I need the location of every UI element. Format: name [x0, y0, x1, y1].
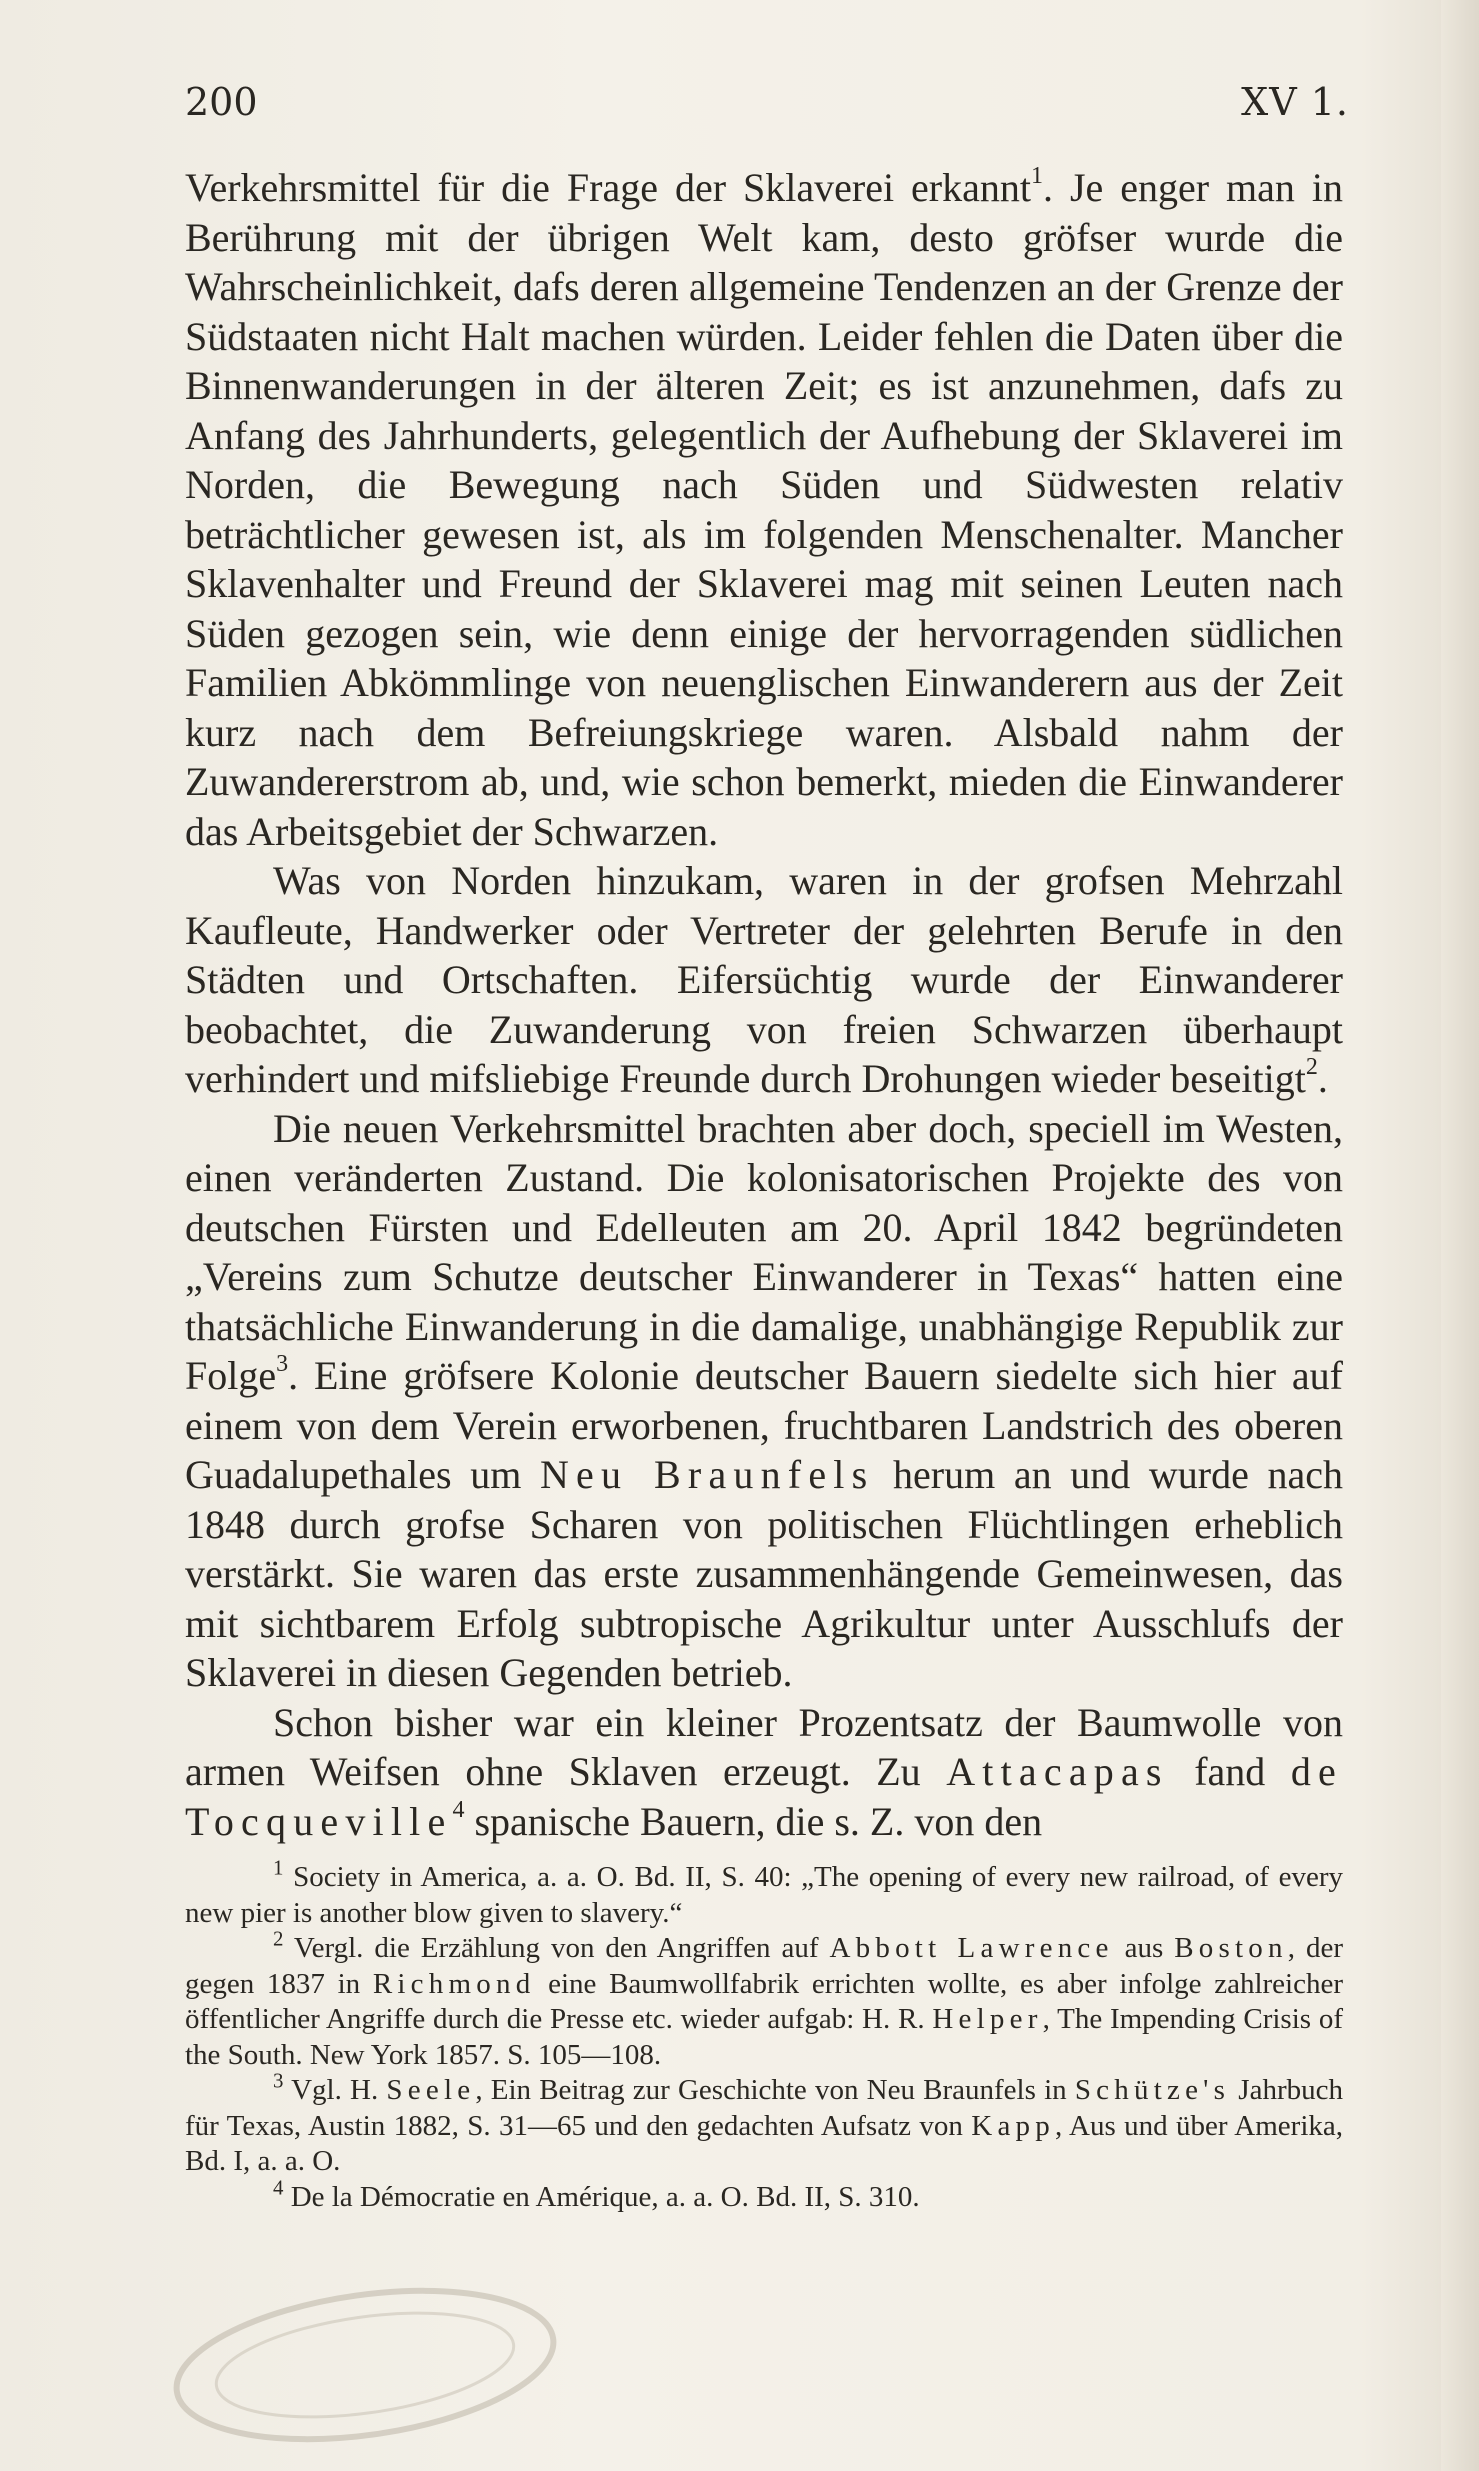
author-name: de Tocqueville: [185, 1749, 1343, 1844]
paragraph-3: Die neuen Verkehrsmittel brachten aber doch, speciell im Westen, einen veränderten Zustand. Die kolonisatorischen Projekte des von deutschen Fürsten und Edelleuten am 20. April 1842 begründeten „Vereins zum Schutze deutscher Einwanderer in Texas“ hatten eine thatsächliche Einwanderung in die damalige, unabhängige Republik zur Folge$^3$. Eine gröfsere Kolonie deutscher Bauern siedelte sich hier auf einem von dem Verein erworbenen, fruchtbaren Landstrich des oberen Guadalupethales um Neu Braunfels herum an und wurde nach 1848 durch grofse Scharen von politischen Flüchtlingen erheblich verstärkt. Sie waren das erste zusammenhängende Gemeinwesen, das mit sichtbarem Erfolg subtropische Agrikultur unter Ausschlufs der Sklaverei in diesen Gegenden betrieb.: [185, 1105, 1343, 1695]
paragraph-2: Was von Norden hinzukam, waren in der grofsen Mehrzahl Kaufleute, Handwerker oder Vertreter der gelehrten Berufe in den Städten und Ortschaften. Eifersüchtig wurde der Einwanderer beobachtet, die Zuwanderung von freien Schwarzen überhaupt verhindert und mifsliebige Freunde durch Drohungen wieder beseitigt$^2$.: [185, 858, 1343, 1101]
footnote-ref-4: 4: [452, 1796, 465, 1823]
footnote-4: $^4$ De la Démocratie en Amérique, a. a. O. Bd. II, S. 310.: [273, 2175, 920, 2213]
paragraph-1: Verkehrsmittel für die Frage der Sklaverei erkannt$^1$. Je enger man in Berührung mit der übrigen Welt kam, desto gröfser wurde die Wahrscheinlichkeit, dafs deren allgemeine Tendenzen an der Grenze der Südstaaten nicht Halt machen würden. Leider fehlen die Daten über die Binnenwanderungen in der älteren Zeit; es ist anzunehmen, dafs zu Anfang des Jahrhunderts, gelegentlich der Aufhebung der Sklaverei im Norden, die Bewegung nach Süden und Südwesten relativ beträchtlicher gewesen ist, als im folgenden Menschenalter. Mancher Sklavenhalter und Freund der Sklaverei mag mit seinen Leuten nach Süden gezogen sein, wie denn einige der hervorragenden südlichen Familien Abkömmlinge von neuenglischen Einwanderern aus der Zeit kurz nach dem Befreiungskriege waren. Alsbald nahm der Zuwandererstrom ab, und, wie schon bemerkt, mieden die Einwanderer das Arbeitsgebiet der Schwarzen.: [185, 163, 1344, 854]
footnotes: [185, 1855, 1344, 2215]
footnote-2: $^2$ Vergl. die Erzählung von den Angriffen auf Abbott Lawrence aus Boston, der gegen 1837 in Richmond eine Baumwollfabrik errichten wollte, es aber infolge zahlreicher öffentlicher Angriffe durch die Presse etc. wieder aufgab: H. R. Helper, The Impending Crisis of the South. New York 1857. S. 105—108.: [185, 1926, 1343, 2071]
running-head: XV 1.: [1241, 80, 1349, 124]
running-header: [185, 80, 1349, 140]
footnote-3: $^3$ Vgl. H. Seele, Ein Beitrag zur Geschichte von Neu Braunfels in Schütze's Jahrbuch für Texas, Austin 1882, S. 31—65 und den gedachten Aufsatz von Kapp, Aus und über Amerika, Bd. I, a. a. O.: [185, 2068, 1344, 2177]
footnote-1: $^1$ Society in America, a. a. O. Bd. II, S. 40: „The opening of every new railroad, of every new pier is another blow given to slavery.“: [185, 1855, 1343, 1929]
paragraph-4: Schon bisher war ein kleiner Prozentsatz der Baumwolle von armen Weifsen ohne Sklaven erzeugt. Zu Attacapas fand de Tocqueville$^4$ spanische Bauern, die s. Z. von den: [185, 1699, 1343, 1844]
page-number: 200: [185, 80, 258, 124]
footnote-ref-3: 3: [276, 1351, 289, 1377]
place-name: Attacapas: [946, 1749, 1169, 1794]
page-edge: [1441, 0, 1479, 2471]
library-stamp: [150, 2270, 570, 2450]
footnote-ref-1: 1: [1030, 163, 1043, 189]
place-name: Neu Braunfels: [539, 1452, 875, 1497]
footnote-ref-2: 2: [1305, 1054, 1318, 1080]
main-text: [185, 163, 1343, 1846]
